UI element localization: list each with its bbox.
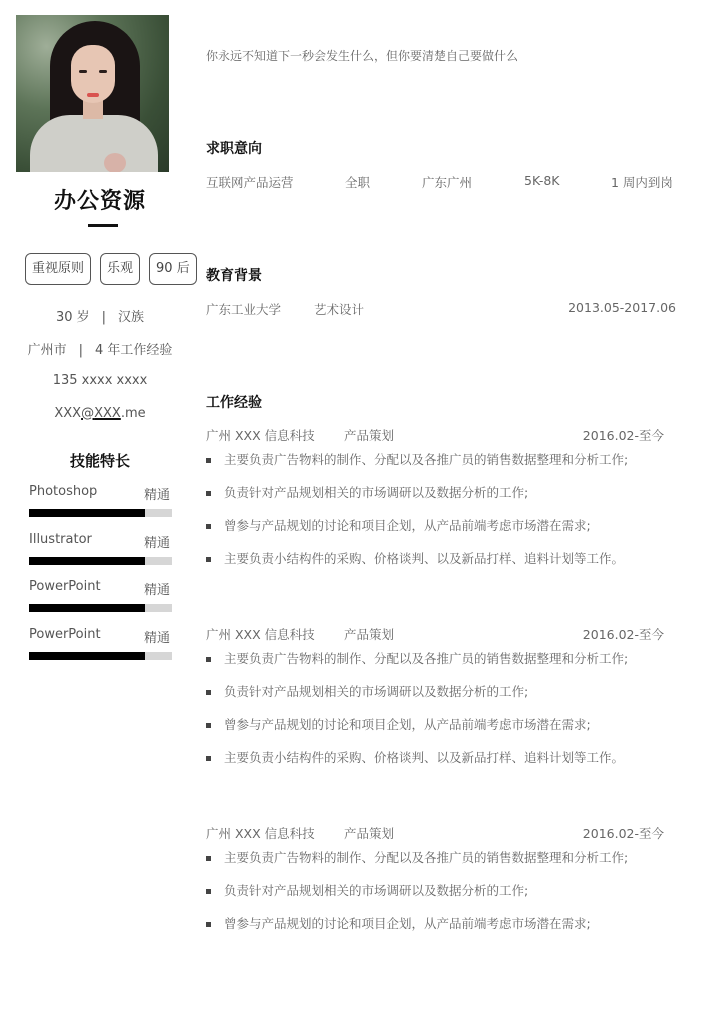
trait-tag: 90 后 [149, 253, 197, 285]
profile-photo [16, 15, 169, 172]
job-role: 产品策划 [344, 826, 395, 841]
square-bullet-icon [206, 458, 211, 463]
bullet-text: 主要负责广告物料的制作、分配以及各推广员的销售数据整理和分析工作; [224, 651, 629, 666]
city-experience-line [0, 339, 200, 358]
bullet-text: 曾参与产品规划的讨论和项目企划，从产品前端考虑市场潜在需求; [224, 518, 591, 533]
photo-eye [99, 70, 107, 73]
skill-item [29, 532, 172, 565]
name-divider [88, 224, 118, 227]
job-bullet [206, 682, 676, 715]
job-company: 广州 XXX 信息科技 [206, 428, 315, 443]
edu-period: 2013.05-2017.06 [568, 300, 676, 315]
skill-bar [29, 604, 172, 612]
job-bullet [206, 549, 676, 582]
job-header [206, 625, 676, 645]
age-ethnicity-line [0, 306, 200, 325]
skill-name: PowerPoint [29, 579, 101, 594]
job-role: 产品策划 [344, 428, 395, 443]
intent-availability: 1 周内到岗 [611, 175, 673, 190]
section-title-work: 工作经验 [206, 395, 262, 411]
intent-salary: 5K-8K [524, 173, 560, 188]
square-bullet-icon [206, 889, 211, 894]
bullet-text: 负责针对产品规划相关的市场调研以及数据分析的工作; [224, 883, 529, 898]
job-bullet [206, 483, 676, 516]
skill-bar [29, 557, 172, 565]
job-period: 2016.02-至今 [582, 627, 664, 642]
job-bullet [206, 715, 676, 748]
section-title-job-intent: 求职意向 [206, 141, 262, 157]
bullet-text: 负责针对产品规划相关的市场调研以及数据分析的工作; [224, 684, 529, 699]
email-prefix: XXX [54, 406, 82, 421]
edu-major: 艺术设计 [314, 302, 365, 317]
skills-title: 技能特长 [69, 452, 130, 470]
bullet-text: 主要负责小结构件的采购、价格谈判、以及新品打样、追料计划等工作。 [224, 551, 625, 566]
job-bullets [206, 649, 676, 781]
separator: | [78, 343, 83, 358]
skill-level: 精通 [143, 536, 170, 551]
job-bullet [206, 450, 676, 483]
skill-level: 精通 [143, 631, 170, 646]
job-entry [206, 625, 676, 781]
email[interactable] [0, 406, 200, 421]
job-period: 2016.02-至今 [582, 428, 664, 443]
skill-item [29, 484, 172, 517]
job-bullet [206, 516, 676, 549]
job-bullet [206, 649, 676, 682]
photo-eye [79, 70, 87, 73]
bullet-text: 主要负责广告物料的制作、分配以及各推广员的销售数据整理和分析工作; [224, 452, 629, 467]
candidate-name: 办公资源 [53, 189, 146, 214]
square-bullet-icon [206, 557, 211, 562]
square-bullet-icon [206, 723, 211, 728]
skill-bar-fill [29, 509, 145, 517]
age: 30 岁 [55, 310, 90, 325]
photo-dress [30, 115, 158, 172]
sidebar [0, 0, 200, 1017]
skill-item [29, 627, 172, 660]
skill-level: 精通 [143, 583, 170, 598]
skill-item [29, 579, 172, 612]
experience: 4 年工作经验 [95, 343, 173, 358]
skill-bar-fill [29, 652, 145, 660]
bullet-text: 主要负责小结构件的采购、价格谈判、以及新品打样、追料计划等工作。 [224, 750, 625, 765]
trait-tag: 乐观 [100, 253, 140, 285]
square-bullet-icon [206, 491, 211, 496]
phone: 135 xxxx xxxx [52, 373, 148, 388]
skill-bar [29, 652, 172, 660]
intent-position: 互联网产品运营 [206, 175, 294, 190]
email-at: @ [81, 406, 95, 421]
bullet-text: 曾参与产品规划的讨论和项目企划，从产品前端考虑市场潜在需求; [224, 916, 591, 931]
square-bullet-icon [206, 657, 211, 662]
skill-bar-fill [29, 604, 145, 612]
email-at-domain [81, 406, 121, 421]
job-bullet [206, 881, 676, 914]
square-bullet-icon [206, 756, 211, 761]
city: 广州市 [27, 343, 67, 358]
job-company: 广州 XXX 信息科技 [206, 826, 315, 841]
email-suffix: .me [120, 406, 146, 421]
job-header [206, 426, 676, 446]
edu-school: 广东工业大学 [206, 302, 282, 317]
trait-tag: 重视原则 [25, 253, 91, 285]
skill-name: Photoshop [29, 484, 98, 499]
bullet-text: 主要负责广告物料的制作、分配以及各推广员的销售数据整理和分析工作; [224, 850, 629, 865]
square-bullet-icon [206, 856, 211, 861]
email-domain: XXX [94, 406, 121, 421]
job-header [206, 824, 676, 844]
job-role: 产品策划 [344, 627, 395, 642]
ethnicity: 汉族 [118, 310, 145, 325]
job-entry [206, 426, 676, 582]
job-bullet [206, 914, 676, 947]
job-entry [206, 824, 676, 947]
trait-tags [25, 253, 197, 285]
photo-flower [104, 153, 126, 172]
intent-location: 广东广州 [422, 175, 473, 190]
square-bullet-icon [206, 524, 211, 529]
separator: | [101, 310, 107, 325]
job-bullets [206, 450, 676, 582]
job-bullet [206, 848, 676, 881]
job-company: 广州 XXX 信息科技 [206, 627, 315, 642]
square-bullet-icon [206, 922, 211, 927]
motto: 你永远不知道下一秒会发生什么，但你要清楚自己要做什么 [206, 49, 519, 63]
section-title-education: 教育背景 [206, 268, 262, 284]
job-bullet [206, 748, 676, 781]
job-bullets [206, 848, 676, 947]
bullet-text: 负责针对产品规划相关的市场调研以及数据分析的工作; [224, 485, 529, 500]
skill-level: 精通 [143, 488, 170, 503]
skill-bar-fill [29, 557, 145, 565]
photo-lips [87, 93, 99, 97]
skill-name: PowerPoint [29, 627, 101, 642]
square-bullet-icon [206, 690, 211, 695]
skill-bar [29, 509, 172, 517]
skill-name: Illustrator [29, 532, 92, 547]
bullet-text: 曾参与产品规划的讨论和项目企划，从产品前端考虑市场潜在需求; [224, 717, 591, 732]
job-period: 2016.02-至今 [582, 826, 664, 841]
intent-type: 全职 [345, 175, 371, 190]
